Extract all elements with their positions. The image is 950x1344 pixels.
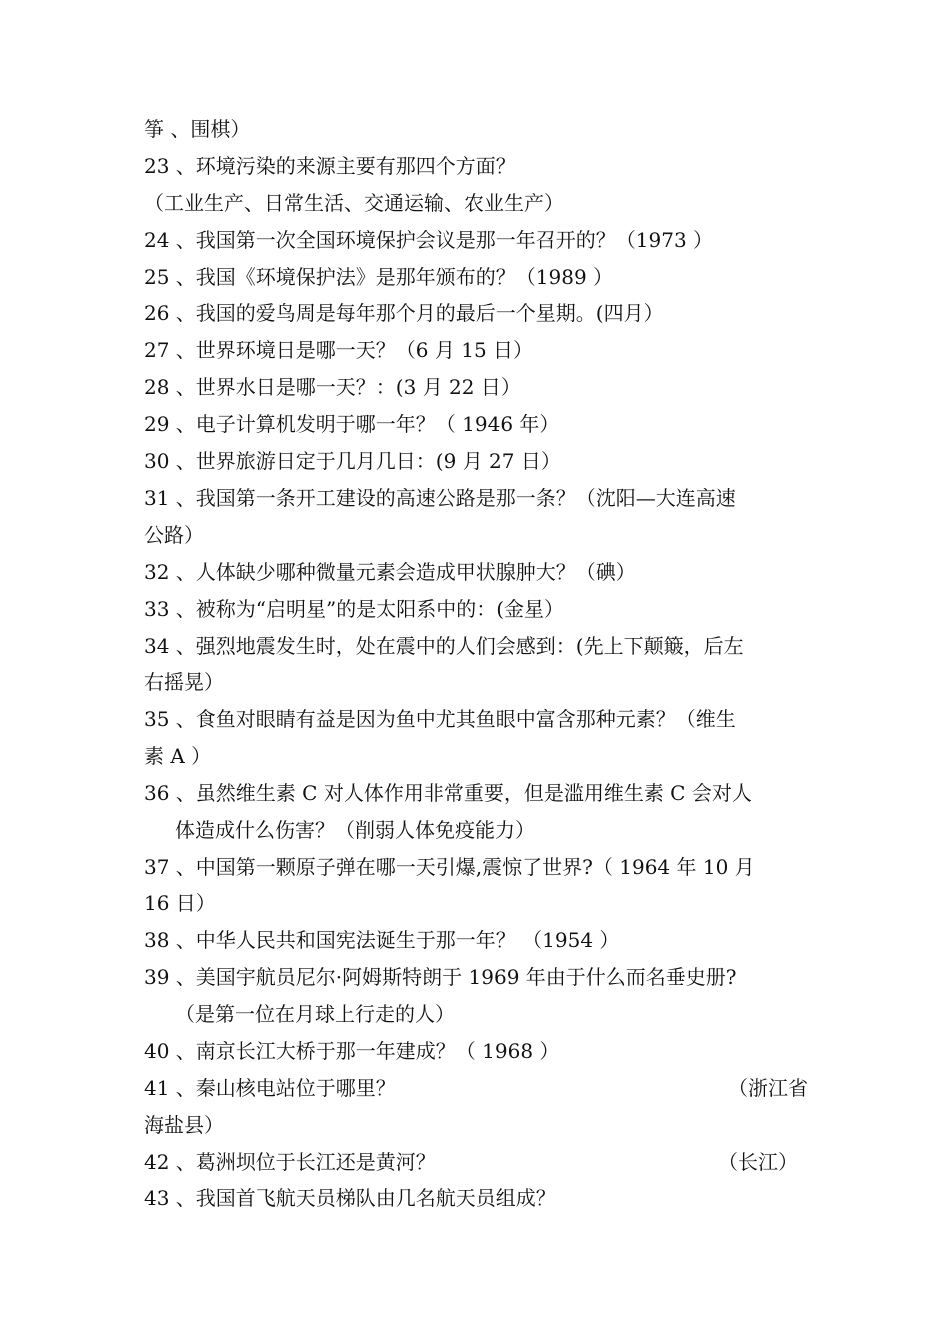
- question-41: 41 、秦山核电站位于哪里？: [144, 1076, 396, 1100]
- question-26: 26 、我国的爱鸟周是每年那个月的最后一个星期。(四月）: [144, 301, 664, 325]
- question-37: 37 、中国第一颗原子弹在哪一天引爆,震惊了世界?（ 1964 年 10 月: [144, 855, 755, 879]
- question-23: 23 、环境污染的来源主要有那四个方面？: [144, 154, 516, 178]
- question-42: 42 、葛洲坝位于长江还是黄河？: [144, 1150, 436, 1174]
- text-line: 体造成什么伤害？（削弱人体免疫能力）: [175, 818, 535, 842]
- answer-42: （长江）: [718, 1150, 798, 1174]
- answer-line: （工业生产、日常生活、交通运输、农业生产）: [144, 191, 564, 215]
- question-28: 28 、世界水日是哪一天？：(3 月 22 日）: [144, 375, 521, 399]
- question-32: 32 、人体缺少哪种微量元素会造成甲状腺肿大？（碘）: [144, 560, 636, 584]
- question-36: 36 、虽然维生素 C 对人体作用非常重要，但是滥用维生素 C 会对人: [144, 781, 752, 805]
- question-38: 38 、中华人民共和国宪法诞生于那一年？ （1954 ）: [144, 928, 620, 952]
- question-31: 31 、我国第一条开工建设的高速公路是那一条？（沈阳—大连高速: [144, 486, 736, 510]
- question-30: 30 、世界旅游日定于几月几日：(9 月 27 日）: [144, 449, 561, 473]
- question-27: 27 、世界环境日是哪一天？（6 月 15 日）: [144, 338, 534, 362]
- text-line: 筝 、围棋）: [144, 117, 251, 141]
- question-43: 43 、我国首飞航天员梯队由几名航天员组成？: [144, 1186, 556, 1210]
- question-29: 29 、电子计算机发明于哪一年？（ 1946 年）: [144, 412, 560, 436]
- question-24: 24 、我国第一次全国环境保护会议是那一年召开的？（1973 ）: [144, 228, 714, 252]
- question-40: 40 、南京长江大桥于那一年建成？（ 1968 ）: [144, 1039, 560, 1063]
- text-line: 16 日）: [144, 891, 216, 915]
- question-34: 34 、强烈地震发生时，处在震中的人们会感到：(先上下颠簸，后左: [144, 634, 744, 658]
- question-33: 33 、被称为“启明星”的是太阳系中的：(金星）: [144, 597, 565, 621]
- text-line: 素 A ）: [144, 744, 212, 768]
- text-line: （是第一位在月球上行走的人）: [175, 1002, 455, 1026]
- question-39: 39 、美国宇航员尼尔·阿姆斯特朗于 1969 年由于什么而名垂史册?: [144, 965, 737, 989]
- question-25: 25 、我国《环境保护法》是那年颁布的？（1989 ）: [144, 265, 614, 289]
- text-line: 公路）: [144, 523, 204, 547]
- question-35: 35 、食鱼对眼睛有益是因为鱼中尤其鱼眼中富含那种元素？（维生: [144, 707, 736, 731]
- text-line: 右摇晃）: [144, 670, 224, 694]
- text-line: 海盐县）: [144, 1113, 224, 1137]
- answer-41: （浙江省: [728, 1076, 808, 1100]
